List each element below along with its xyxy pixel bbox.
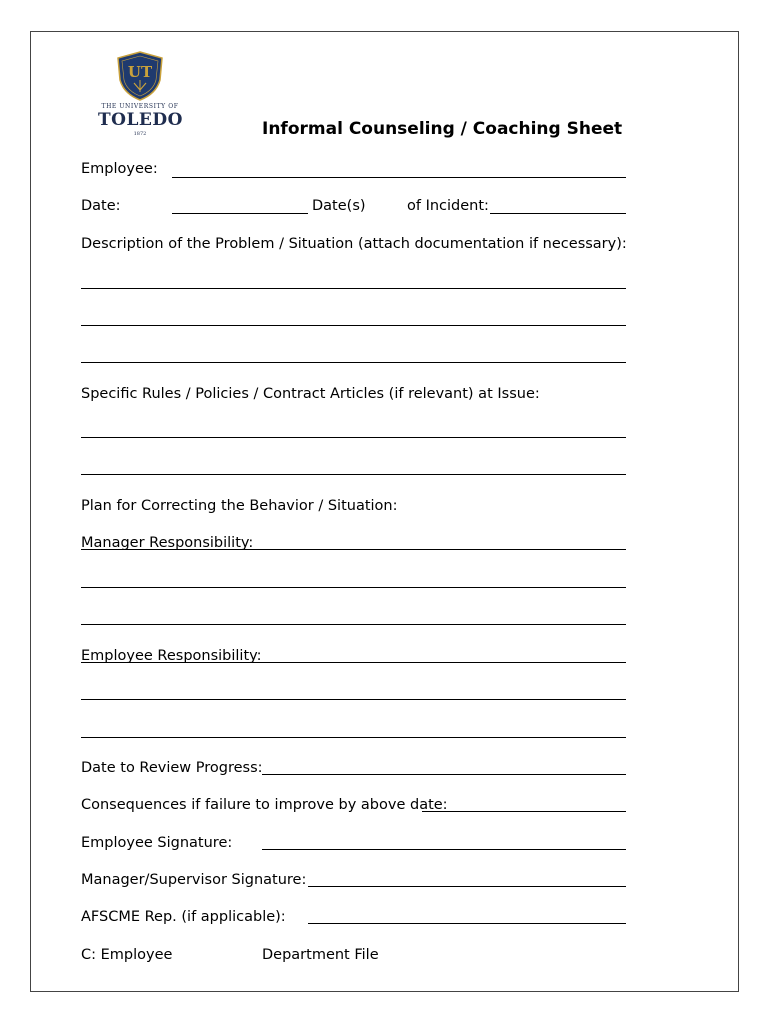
manager-responsibility-line[interactable]: [81, 587, 626, 588]
review-date-label: Date to Review Progress:: [81, 760, 263, 776]
manager-signature-field[interactable]: [308, 886, 626, 887]
incident-label: of Incident:: [407, 198, 489, 214]
manager-signature-label: Manager/Supervisor Signature:: [81, 872, 307, 888]
logo-year: 1872: [133, 131, 147, 137]
afscme-signature-field[interactable]: [308, 923, 626, 924]
employee-responsibility-line[interactable]: [81, 737, 626, 738]
dates-label: Date(s): [312, 198, 366, 214]
form-title: Informal Counseling / Coaching Sheet: [262, 119, 623, 139]
manager-responsibility-label: Manager Responsibility:: [81, 535, 254, 551]
employee-signature-field[interactable]: [262, 849, 626, 850]
description-line[interactable]: [81, 325, 626, 326]
shield-icon: [98, 50, 182, 102]
cc-employee: C: Employee: [81, 947, 173, 963]
university-logo: [98, 50, 182, 170]
date-label: Date:: [81, 198, 121, 214]
description-line[interactable]: [81, 362, 626, 363]
afscme-label: AFSCME Rep. (if applicable):: [81, 909, 286, 925]
logo-monogram: UT: [127, 63, 153, 81]
description-label: Description of the Problem / Situation (attach documentation if necessary):: [81, 236, 627, 252]
plan-label: Plan for Correcting the Behavior / Situation:: [81, 498, 398, 514]
review-date-field[interactable]: [262, 774, 626, 775]
incident-date-field[interactable]: [490, 213, 626, 214]
employee-responsibility-line[interactable]: [81, 699, 626, 700]
employee-responsibility-label: Employee Responsibility:: [81, 648, 262, 664]
manager-responsibility-line[interactable]: [81, 549, 626, 550]
cc-department-file: Department File: [262, 947, 379, 963]
rules-line[interactable]: [81, 474, 626, 475]
rules-label: Specific Rules / Policies / Contract Articles (if relevant) at Issue:: [81, 386, 540, 402]
manager-responsibility-line[interactable]: [81, 624, 626, 625]
description-line[interactable]: [81, 288, 626, 289]
consequences-field[interactable]: [422, 811, 626, 812]
logo-name: TOLEDO: [98, 110, 183, 130]
date-field[interactable]: [172, 213, 308, 214]
employee-responsibility-line[interactable]: [81, 662, 626, 663]
consequences-label: Consequences if failure to improve by above date:: [81, 797, 448, 813]
employee-field[interactable]: [172, 177, 626, 178]
employee-label: Employee:: [81, 161, 158, 177]
employee-signature-label: Employee Signature:: [81, 835, 233, 851]
rules-line[interactable]: [81, 437, 626, 438]
logo-university-line: THE UNIVERSITY OF: [101, 103, 179, 110]
